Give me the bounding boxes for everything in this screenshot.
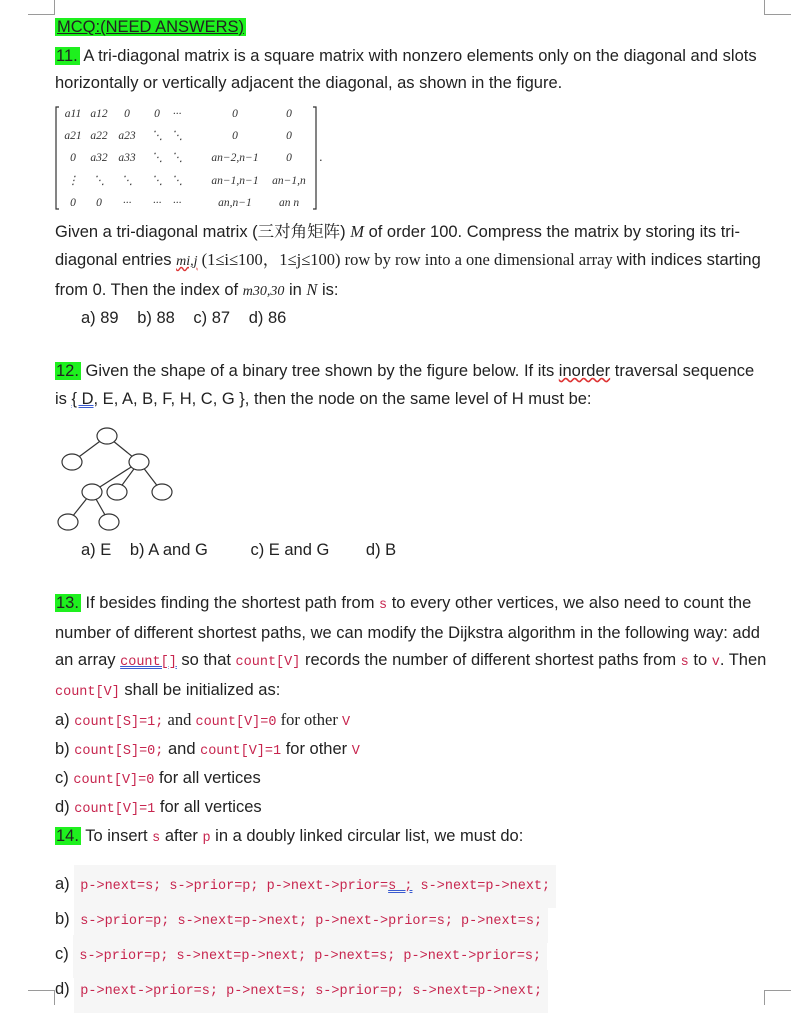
binary-tree-figure	[55, 423, 185, 533]
matrix-cell: an−1,n−1	[211, 174, 259, 187]
document-page	[55, 14, 767, 1005]
tree-node	[82, 484, 102, 500]
matrix-cell: ⋱	[93, 174, 105, 187]
tree-node	[107, 484, 127, 500]
matrix-cell: 0	[70, 151, 76, 164]
crop-mark-bottom-right	[764, 990, 791, 1005]
tridiagonal-matrix-figure	[55, 104, 325, 212]
question-14-option-b[interactable]: b) s->prior=p; s->next=p->next; p->next->prior=s; p->next=s;	[55, 900, 767, 935]
matrix-right-bracket	[313, 107, 316, 209]
question-13-option-b[interactable]: b) count[S]=0; and count[V]=1 for other V	[55, 740, 360, 759]
matrix-cell: ⋱	[121, 174, 133, 187]
question-13: 13. If besides finding the shortest path from s to every other vertices, we also need to count the number of different shortest paths, we can modify the Dijkstra algorithm in the following way: add an array count[] so that count[V] records the number of different shortest paths from s to v. Then count[V] shall be initialized as:	[55, 594, 767, 700]
tree-node	[62, 454, 82, 470]
matrix-cell: an,n−1	[218, 196, 252, 209]
question-14-option-a[interactable]: a) p->next=s; s->prior=p; p->next->prior=s ; s->next=p->next;	[55, 865, 767, 900]
matrix-cell: 0	[96, 196, 102, 209]
tree-edges	[68, 436, 162, 522]
question-number: 13.	[56, 594, 79, 612]
question-12: 12. Given the shape of a binary tree shown by the figure below. If its inorder traversal sequence is { D, E, A, B, F, H, C, G }, then the node on the same level of H must be:	[55, 362, 755, 408]
question-11	[55, 43, 767, 98]
question-13-option-a[interactable]: a) count[S]=1; and count[V]=0 for other V	[55, 710, 351, 730]
matrix-cell: a33	[118, 151, 136, 164]
option-c[interactable]: c) 87	[193, 309, 231, 327]
matrix-period: .	[319, 148, 323, 164]
matrix-left-bracket	[56, 107, 59, 209]
tree-node	[152, 484, 172, 500]
matrix-cell: an n	[278, 196, 300, 209]
option-d[interactable]: d) 86	[248, 309, 287, 327]
question-number: 12.	[56, 362, 79, 380]
question-13-option-d[interactable]: d) count[V]=1 for all vertices	[55, 798, 262, 817]
matrix-cell: a11	[64, 107, 82, 120]
question-11-body: Given a tri-diagonal matrix (三对角矩阵) M of order 100. Compress the matrix by storing its tri-diagonal entries mi,j (1≤i≤100，1≤j≤100) row by row into a one dimensional array with indices starting from 0. Then the index of m30,30 in N is:	[55, 221, 761, 299]
matrix-cell: 0	[124, 107, 130, 120]
matrix-cell: ···	[152, 196, 162, 209]
tree-nodes	[58, 428, 172, 530]
crop-mark-bottom-left	[28, 990, 55, 1005]
matrix-cell: a21	[64, 129, 82, 142]
option-a[interactable]: a) 89	[81, 309, 119, 327]
question-13-option-c[interactable]: c) count[V]=0 for all vertices	[55, 769, 261, 788]
matrix-cell: ⋱	[151, 174, 163, 187]
question-14-option-c[interactable]: c) s->prior=p; s->next=p->next; p->next=s; p->next->prior=s;	[55, 935, 767, 970]
matrix-cell: ⋱	[171, 151, 183, 164]
question-11-options	[55, 305, 767, 332]
matrix-cell: 0	[286, 151, 292, 164]
option-b[interactable]: b) A and G	[129, 541, 208, 559]
tree-node	[129, 454, 149, 470]
matrix-cell: ⋱	[151, 129, 163, 142]
question-number: 11.	[56, 46, 78, 65]
crop-mark-top-right	[764, 0, 791, 15]
matrix-cell: 0	[154, 107, 160, 120]
matrix-cell: ⋱	[171, 129, 183, 142]
title-text: MCQ:(NEED ANSWERS)	[57, 18, 245, 36]
matrix-cell: a23	[118, 129, 136, 142]
crop-mark-top-left	[28, 0, 55, 15]
tree-node	[99, 514, 119, 530]
question-14: 14. To insert s after p in a doubly linked circular list, we must do:	[56, 827, 524, 846]
matrix-cell: an−1,n	[272, 174, 306, 187]
page-title	[55, 14, 767, 42]
matrix-cell: 0	[70, 196, 76, 209]
matrix-cell: 0	[232, 129, 238, 142]
matrix-cell: ···	[122, 196, 132, 209]
option-a[interactable]: a) E	[81, 541, 112, 559]
matrix-cell: an−2,n−1	[211, 151, 259, 164]
matrix-cell: a22	[90, 129, 108, 142]
matrix-cell: ⋮	[67, 174, 79, 187]
matrix-cell: ⋱	[171, 174, 183, 187]
matrix-cell: ···	[172, 196, 182, 209]
question-14-option-d[interactable]: d) p->next->prior=s; p->next=s; s->prior=p; s->next=p->next;	[55, 970, 767, 1005]
matrix-cell: 0	[232, 107, 238, 120]
option-c[interactable]: c) E and G	[250, 541, 330, 559]
matrix-cell: a32	[90, 151, 108, 164]
option-d[interactable]: d) B	[365, 541, 397, 559]
question-number: 14.	[56, 827, 79, 845]
tree-node	[97, 428, 117, 444]
question-12-options	[55, 537, 767, 564]
tree-node	[58, 514, 78, 530]
matrix-cell: ⋱	[151, 151, 163, 164]
matrix-cell: 0	[286, 107, 292, 120]
option-b[interactable]: b) 88	[137, 309, 175, 327]
matrix-cell: 0	[286, 129, 292, 142]
matrix-cell: ···	[172, 107, 182, 120]
matrix-cell: a12	[90, 107, 108, 120]
question-text: A tri-diagonal matrix is a square matrix with nonzero elements only on the diagonal and slots horizontally or vertically adjacent the diagonal, as shown in the figure.	[55, 46, 757, 92]
